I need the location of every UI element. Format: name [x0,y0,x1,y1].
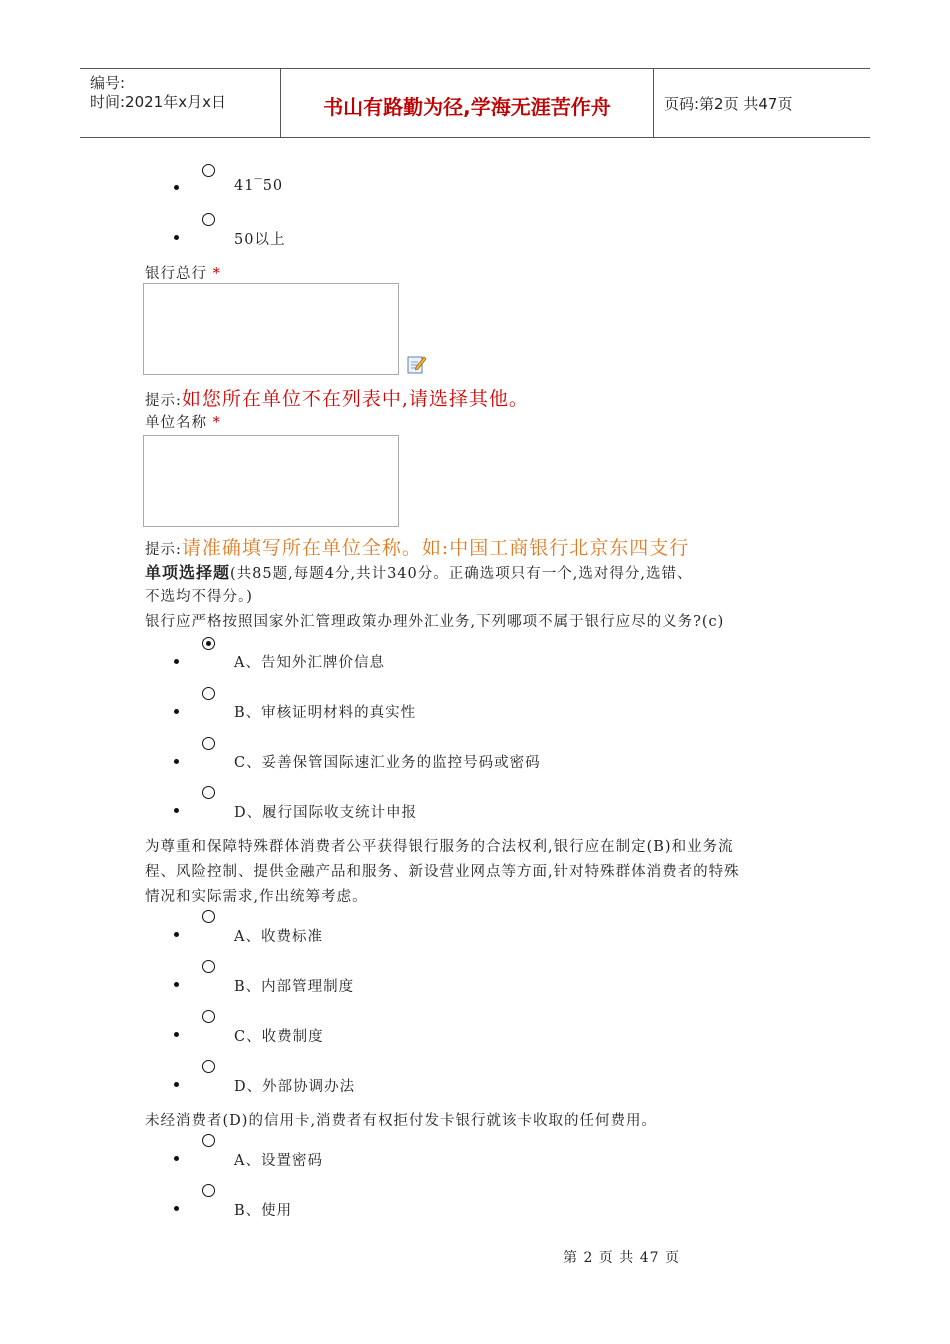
unit-name-input[interactable] [143,435,399,527]
bullet [174,709,179,714]
question-2-text-line-3: 情况和实际需求,作出统筹考虑。 [145,889,368,905]
option-label: C、妥善保管国际速汇业务的监控号码或密码 [234,755,541,771]
radio-q2-c[interactable] [202,1010,215,1023]
radio-q3-b[interactable] [202,1184,215,1197]
hint-text: 如您所在单位不在列表中,请选择其他。 [181,388,529,410]
header-info-cell [80,69,281,137]
option-label: D、履行国际收支统计申报 [234,805,418,821]
required-mark: * [212,415,221,431]
radio-q1-c[interactable] [202,737,215,750]
bank-hint [145,384,529,411]
question-2-text-line-2: 程、风险控制、提供金融产品和服务、新设营业网点等方面,针对特殊群体消费者的特殊 [145,864,740,880]
option-label-age-50-plus: 50以上 [234,232,286,248]
bullet [174,932,179,937]
option-label: B、审核证明材料的真实性 [234,705,417,721]
bullet [174,982,179,987]
section-desc-2: 不选均不得分。) [145,589,253,605]
document-number: 编号: [90,74,126,92]
section-title: 单项选择题 [145,563,231,582]
bullet [174,1206,179,1211]
option-label: A、告知外汇牌价信息 [234,655,385,671]
motto: 书山有路勤为径,学海无涯苦作舟 [323,95,611,119]
option-label-age-41-50: 41‾50 [234,178,284,194]
option-label: D、外部协调办法 [234,1079,356,1095]
page-footer: 第 2 页 共 47 页 [563,1250,680,1266]
option-label: B、使用 [234,1203,293,1219]
bank-field-label: 银行总行 * [145,266,221,282]
page-header [80,68,870,138]
hint-prefix: 提示: [145,393,182,409]
bullet [174,808,179,813]
unit-hint [145,533,689,560]
unit-field-label: 单位名称 * [145,415,221,431]
radio-q3-a[interactable] [202,1134,215,1147]
bullet [174,659,179,664]
radio-age-41-50[interactable] [202,164,215,177]
option-label: C、收费制度 [234,1029,324,1045]
question-1-text: 银行应严格按照国家外汇管理政策办理外汇业务,下列哪项不属于银行应尽的义务?(c) [145,614,725,630]
section-desc: (共85题,每题4分,共计340分。正确选项只有一个,选对得分,选错、 [230,566,693,582]
document-date: 时间:2021年x月x日 [90,93,226,111]
bullet [174,1156,179,1161]
question-3-text: 未经消费者(D)的信用卡,消费者有权拒付发卡银行就该卡收取的任何费用。 [145,1113,658,1129]
radio-q2-b[interactable] [202,960,215,973]
radio-q2-a[interactable] [202,910,215,923]
option-label: B、内部管理制度 [234,979,355,995]
bullet [174,185,179,190]
section-heading [145,560,692,583]
header-page-cell [654,69,870,137]
header-motto-cell [281,69,654,137]
option-label: A、收费标准 [234,929,323,945]
page-number: 页码:第2页 共47页 [664,95,793,113]
radio-q1-b[interactable] [202,687,215,700]
required-mark: * [212,266,221,282]
bullet [174,1032,179,1037]
radio-q1-d[interactable] [202,786,215,799]
radio-q1-a[interactable] [202,637,215,650]
hint-text: 请准确填写所在单位全称。如:中国工商银行北京东四支行 [181,537,690,559]
option-label: A、设置密码 [234,1153,323,1169]
bullet [174,1082,179,1087]
bullet [174,235,179,240]
question-2-text-line-1: 为尊重和保障特殊群体消费者公平获得银行服务的合法权利,银行应在制定(B)和业务流 [145,839,734,855]
bullet [174,759,179,764]
radio-q2-d[interactable] [202,1060,215,1073]
hint-prefix: 提示: [145,542,182,558]
radio-age-50-plus[interactable] [202,213,215,226]
edit-icon[interactable] [407,354,427,374]
bank-select-box[interactable] [143,283,399,375]
